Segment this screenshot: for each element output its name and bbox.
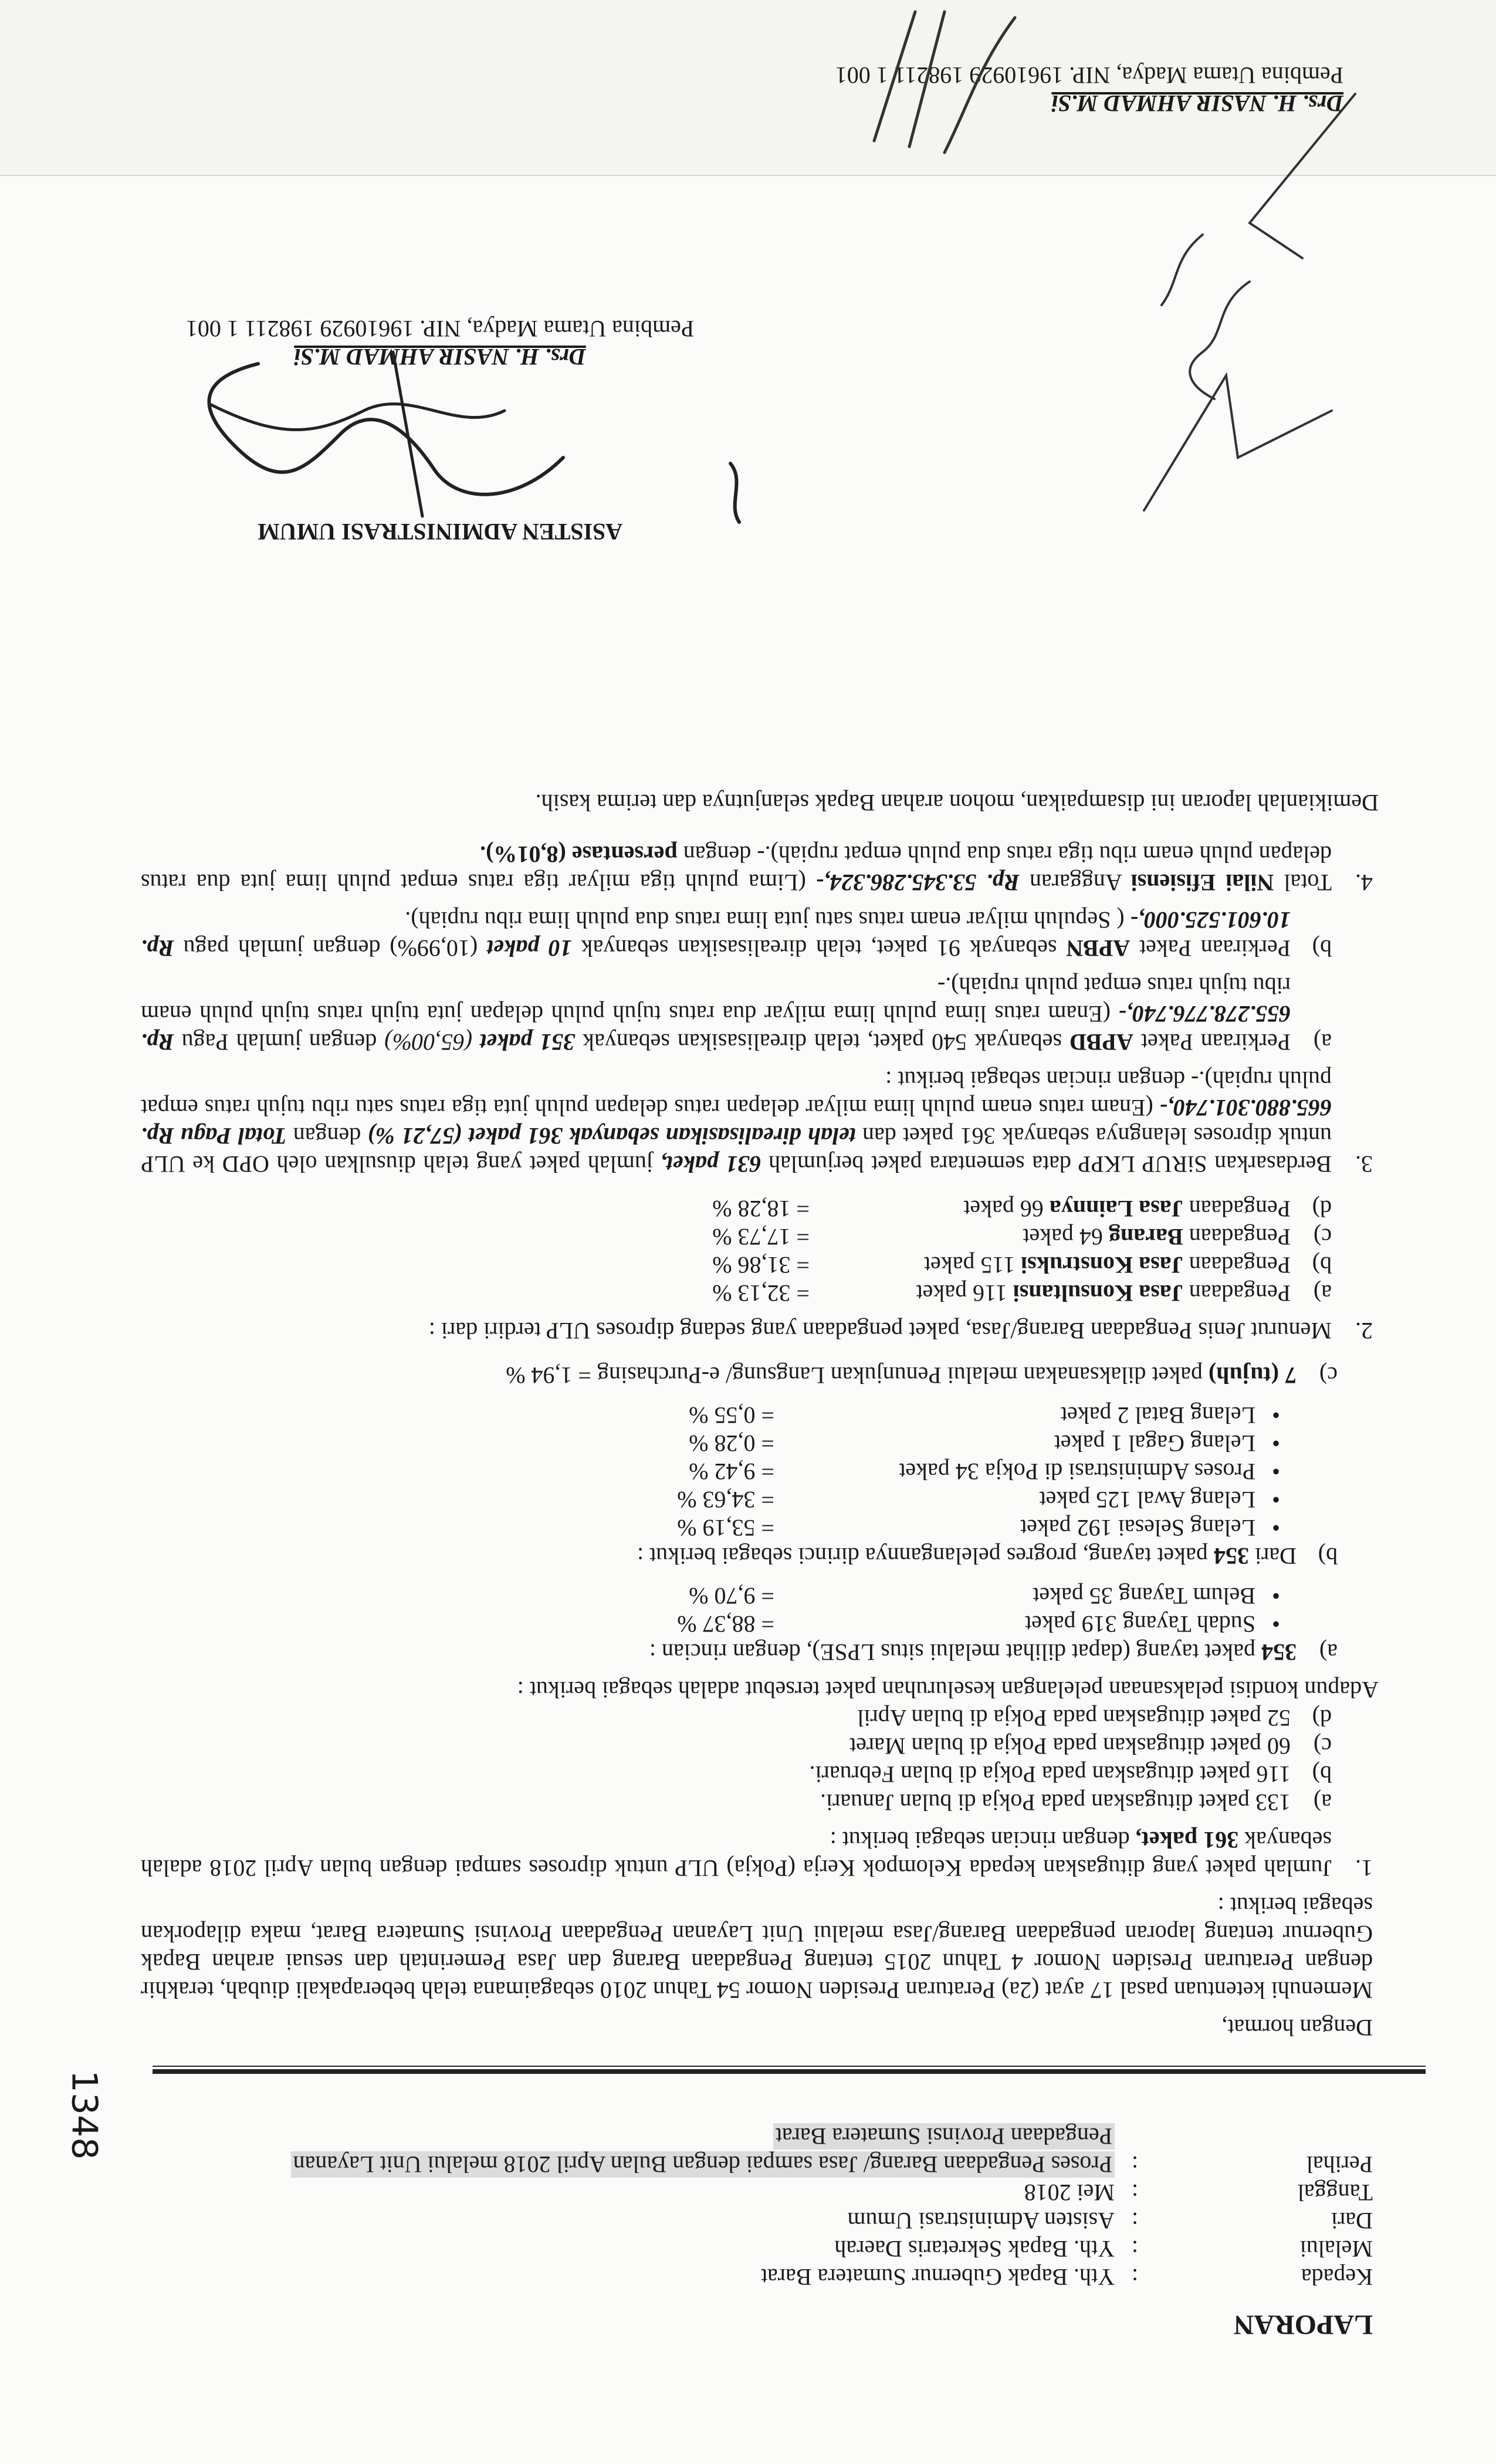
section-1 <box>141 1704 1373 1882</box>
item-text: 116 paket ditugaskan pada Pokja di bulan Februari. <box>809 1761 1291 1788</box>
section-3 <box>141 896 1373 1178</box>
text-bold-italic: telah direalisasikan sebanyak 361 paket (57,21 %) <box>367 1123 856 1149</box>
text: Anggaran <box>1019 869 1131 896</box>
kondisi-text: Adapun kondisi pelaksanaan pelelangan keseluruhan paket tersebut adalah sebagai berikut : <box>517 1677 1379 1703</box>
bullet-icon: • <box>1272 1583 1281 1609</box>
list-item <box>141 1704 1332 1732</box>
item-label: a) <box>1313 1789 1332 1816</box>
item-text <box>506 1361 1297 1389</box>
item-label: c) <box>1319 1362 1338 1389</box>
handwritten-signature <box>176 329 587 540</box>
section-number: 3. <box>1355 1151 1373 1177</box>
row-pct: = 53,19 % <box>677 1515 774 1541</box>
section-3-text <box>141 1065 1332 1178</box>
row-pct: = 9,42 % <box>689 1458 774 1485</box>
meta-value <box>129 2122 1115 2178</box>
text-bold: Nilai Efisiensi <box>1131 869 1274 896</box>
item-label: a) <box>1319 1639 1338 1666</box>
item-label: a) <box>1313 1029 1332 1055</box>
section-number: 1. <box>1355 1855 1373 1881</box>
text-bold-italic: Rp. 53.345.286.324,- <box>815 869 1020 896</box>
meta-value: Yth. Bapak Gubernur Sumatera Barat <box>760 2264 1115 2290</box>
meta-key: Melalui <box>1299 2236 1373 2262</box>
section-1-content <box>141 1704 1332 1882</box>
row-pct: = 17,73 % <box>712 1224 810 1250</box>
meta-key: Tanggal <box>1297 2179 1373 2206</box>
apbd-item <box>141 962 1332 1056</box>
meta-colon: : <box>1131 2236 1138 2262</box>
text-bold: 361 paket, <box>1135 1827 1239 1853</box>
jenis-row <box>429 1251 1332 1279</box>
row-pct: = 9,70 % <box>689 1583 774 1609</box>
handwritten-number: 1348 <box>63 2070 105 2160</box>
jenis-row <box>429 1194 1332 1223</box>
kondisi-a <box>141 1638 1373 1666</box>
row-name: Sudah Tayang 319 paket <box>1024 1611 1255 1637</box>
item-label: a) <box>1313 1280 1332 1307</box>
row-name: Lelang Batal 2 paket <box>1060 1402 1255 1429</box>
text: Perkiraan Paket <box>1130 935 1291 962</box>
text-bold: Jasa Konsultansi <box>1013 1280 1183 1307</box>
intro-paragraph: Memenuhi ketentuan pasal 17 ayat (2a) Peraturan Presiden Nomor 54 Tahun 2010 sebagaimana telah beberapakali diubah, terakhir dengan Peraturan Presiden Nomor 4 Tahun 2015 tentang Pengadaan Barang dan Jasa Pemerintah dan sesuai arahan Bapak Gubernur tentang laporan pengadaan Barang/Jasa melalui Unit Layanan Pengadaan Provinsi Sumatera Barat, maka dilaporkan sebagai berikut : <box>141 1893 1373 2003</box>
bullet-icon: • <box>1272 1430 1281 1457</box>
item-label: c) <box>1313 1733 1332 1759</box>
item-text: 52 paket ditugaskan pada Pokja di bulan April <box>857 1705 1291 1731</box>
text: (Enam ratus lima puluh lima milyar dua ratus tujuh puluh delapan juta tujuh ratus tujuh puluh enam ribu tujuh ratus empat puluh rupiah).- <box>141 973 1291 1027</box>
text: 115 paket <box>923 1252 1021 1278</box>
text: (10,99%) dengan jumlah pagu <box>174 935 488 962</box>
text: 64 paket <box>1023 1224 1109 1250</box>
list-item <box>141 1732 1332 1760</box>
row-pct: = 0,55 % <box>689 1402 774 1429</box>
text-bold: APBD <box>1069 1029 1133 1055</box>
meta-row <box>129 2235 1373 2263</box>
bullet-row <box>141 1401 1373 1429</box>
meta-colon: : <box>1131 2264 1138 2290</box>
greeting: Dengan hormat, <box>1221 2015 1373 2041</box>
kondisi-c <box>141 1361 1373 1389</box>
bullet-row <box>141 1610 1373 1638</box>
text: Dari <box>1248 1543 1297 1569</box>
bullet-row <box>141 1514 1373 1542</box>
text-italic: (65,00%) <box>384 1029 480 1055</box>
text: 66 paket <box>963 1196 1050 1222</box>
text-bold-italic: 351 paket <box>480 1029 576 1055</box>
text: sebanyak 540 paket, telah direalisasikan sebanyak <box>575 1029 1069 1055</box>
row-name: Proses Administrasi di Pokja 34 paket <box>899 1458 1255 1485</box>
section-2-content <box>429 1178 1332 1345</box>
meta-value: Mei 2018 <box>1024 2179 1115 2206</box>
meta-colon: : <box>1131 2208 1138 2234</box>
divider-thin <box>153 2066 1426 2067</box>
bullet-row <box>141 1457 1373 1485</box>
text-bold-italic: 10 paket <box>487 935 572 962</box>
text-bold: persentase (8,01%). <box>480 841 678 868</box>
section-2-text: Menurut Jenis Pengadaan Barang/Jasa, paket pengadaan yang sedang diproses ULP terdiri dari : <box>428 1318 1332 1344</box>
bullet-icon: • <box>1272 1611 1281 1637</box>
header-meta <box>129 2122 1373 2291</box>
text-bold-italic: Total Pagu Rp. 665.880.301.740,- <box>140 1095 1332 1149</box>
bullet-row <box>141 1582 1373 1610</box>
text: Total <box>1274 869 1332 896</box>
list-item <box>141 1788 1332 1816</box>
text-bold: 631 paket, <box>660 1151 761 1177</box>
bullet-icon: • <box>1272 1487 1281 1513</box>
section-1-text <box>141 1826 1332 1882</box>
meta-value: Asisten Administrasi Umum <box>847 2208 1115 2234</box>
text-bold: APBN <box>1066 935 1131 962</box>
section-number: 4. <box>1355 869 1373 896</box>
item-text <box>649 1638 1297 1666</box>
row-name: Lelang Selesai 192 paket <box>1020 1515 1255 1541</box>
text: paket tayang (dapat dilihat melalui situs LPSE), dengan rincian : <box>649 1639 1261 1666</box>
text: sebanyak 91 paket, telah direalisasikan sebanyak <box>571 935 1067 962</box>
text: (Enam ratus enam puluh lima milyar delapan ratus delapan puluh juta tiga ratus satu ribu tujuh ratus empat puluh rupiah).- dengan rincian sebagai berikut : <box>141 1067 1332 1121</box>
signatory-rank: Pembina Utama Madya, NIP. 19610929 198211 1 001 <box>835 62 1343 89</box>
jenis-row <box>429 1223 1332 1251</box>
apbn-item <box>141 896 1332 962</box>
item-label: c) <box>1313 1224 1332 1250</box>
text-bold-italic: Rp. 655.278.776.740,- <box>140 1001 1291 1055</box>
text: 116 paket <box>916 1280 1013 1307</box>
item-text <box>141 906 1291 962</box>
text: Pengadaan <box>1183 1252 1291 1278</box>
section-3-content <box>141 896 1332 1178</box>
signatory-rank: Pembina Utama Madya, NIP. 19610929 198211 1 001 <box>185 316 695 342</box>
meta-colon: : <box>1131 2179 1138 2206</box>
previous-page-signature <box>780 6 1191 158</box>
text-bold: 354 <box>1261 1639 1297 1666</box>
meta-row <box>129 2206 1373 2235</box>
item-label: b) <box>1312 935 1332 962</box>
item-label: b) <box>1312 1252 1332 1278</box>
bullet-row <box>141 1485 1373 1514</box>
row-pct: = 34,63 % <box>677 1487 774 1513</box>
subject-line-1: Proses Pengadaan Barang/ Jasa sampai dengan Bulan April 2018 melalui Unit Layanan <box>291 2151 1115 2178</box>
section-2 <box>141 1178 1373 1345</box>
item-label: d) <box>1312 1705 1332 1731</box>
section-4-text <box>141 840 1332 896</box>
text-bold: 7 (tujuh) <box>1208 1362 1297 1389</box>
item-label: b) <box>1312 1761 1332 1788</box>
item-text: 133 paket ditugaskan pada Pokja di bulan Januari. <box>820 1789 1291 1816</box>
row-pct: = 18,28 % <box>712 1196 810 1222</box>
divider-thick <box>153 2069 1426 2074</box>
item-text: 60 paket ditugaskan pada Pokja di bulan Maret <box>849 1733 1291 1759</box>
text: Perkiraan Paket <box>1133 1029 1291 1055</box>
bullet-row <box>141 1429 1373 1457</box>
meta-key: Kepada <box>1301 2264 1373 2290</box>
item-label: d) <box>1312 1196 1332 1222</box>
signatory-name: Drs. H. NASIR AHMAD M.Si <box>1051 90 1343 117</box>
item-text <box>637 1542 1297 1570</box>
row-name: Lelang Awal 125 paket <box>1039 1487 1255 1513</box>
row-pct: = 88,37 % <box>677 1611 774 1637</box>
row-pct: = 0,28 % <box>689 1430 774 1457</box>
list-item <box>141 1760 1332 1788</box>
section-number: 2. <box>1355 1318 1373 1344</box>
item-text <box>141 972 1291 1056</box>
closing-text: Demikianlah laporan ini disampaikan, mohon arahan Bapak selanjutnya dan terima kasih. <box>535 790 1379 816</box>
text: paket tayang, progres pelelangannya dirinci sebagai berikut : <box>637 1543 1214 1569</box>
signatory-role: ASISTEN ADMINISTRASI UMUM <box>257 519 623 545</box>
signatory-name: Drs. H. NASIR AHMAD M.Si <box>294 344 586 370</box>
subject-line-2: Pengadaan Provinsi Sumatera Barat <box>773 2123 1115 2150</box>
bullet-icon: • <box>1272 1402 1281 1429</box>
jenis-row <box>429 1279 1332 1307</box>
letter-body <box>140 779 1379 2042</box>
bullet-icon: • <box>1272 1515 1281 1541</box>
text: Jumlah paket yang ditugaskan kepada Kelompok Kerja (Pokja) ULP untuk diproses sampai dengan bulan April 2018 adalah sebanyak <box>141 1827 1332 1881</box>
text: dengan <box>286 1123 368 1149</box>
handwritten-mark <box>716 458 751 528</box>
meta-colon: : <box>1131 2151 1138 2178</box>
row-pct: = 32,13 % <box>712 1280 810 1307</box>
text: jumlah paket yang telah diusulkan oleh OPD ke ULP untuk diproses lelangnya sebanyak 361 paket dan <box>141 1123 1332 1177</box>
row-name: Belum Tayang 35 paket <box>1033 1583 1255 1609</box>
bullet-icon: • <box>1272 1458 1281 1485</box>
meta-row <box>129 2178 1373 2206</box>
text: ( Sepuluh milyar enam ratus satu juta lima ratus dua puluh lima ribu rupiah). <box>405 907 1131 933</box>
section-4 <box>141 831 1373 896</box>
document-title: LAPORAN <box>1233 2309 1373 2340</box>
text: paket dilaksanakan melalui Penunjukan Langsung/ e-Purchasing = 1,94 % <box>506 1362 1209 1389</box>
meta-key: Dari <box>1331 2208 1373 2234</box>
row-pct: = 31,86 % <box>712 1252 810 1278</box>
text-bold: Jasa Lainnya <box>1049 1196 1183 1222</box>
text: Pengadaan <box>1183 1280 1291 1307</box>
text-bold: Barang <box>1109 1224 1183 1250</box>
text-bold: 354 <box>1213 1543 1249 1569</box>
text: Pengadaan <box>1183 1224 1291 1250</box>
text: Berdasarkan SiRUP LKPP data sementara paket berjumlah <box>761 1151 1332 1177</box>
meta-value: Yth. Bapak Sekretaris Daerah <box>834 2236 1115 2262</box>
text-bold: Jasa Konstruksi <box>1020 1252 1183 1278</box>
row-name: Lelang Gagal 1 paket <box>1054 1430 1255 1457</box>
meta-row <box>129 2263 1373 2291</box>
text: Pengadaan <box>1183 1196 1291 1222</box>
text: (Lima puluh tiga milyar tiga ratus empat puluh lima juta dua ratus delapan puluh enam ribu tiga ratus dua puluh empat rupiah).- dengan <box>140 841 1332 896</box>
text: dengan rincian sebagai berikut : <box>830 1827 1136 1853</box>
meta-row <box>129 2122 1373 2178</box>
kondisi-b <box>141 1542 1373 1570</box>
text-bold-italic: Rp. 10.601.525.000,- <box>141 907 1291 962</box>
text: dengan jumlah Pagu <box>174 1029 385 1055</box>
meta-key: Perihal <box>1306 2151 1373 2178</box>
item-label: b) <box>1318 1543 1338 1569</box>
